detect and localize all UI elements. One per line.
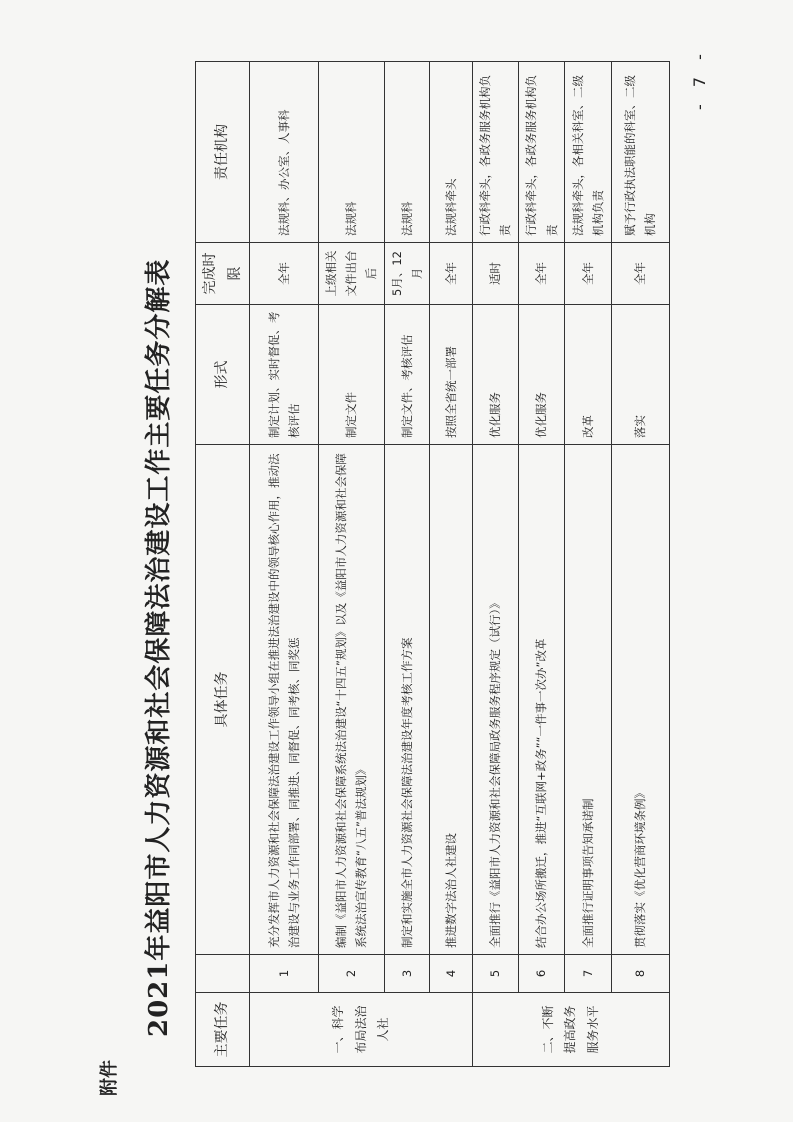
form-cell: 制定计划、实时督促、考核评估 — [250, 305, 318, 445]
row-number: 1 — [250, 955, 318, 993]
table-row — [430, 62, 472, 1067]
task-table — [195, 61, 670, 1067]
row-number: 2 — [318, 955, 384, 993]
owner-cell: 法规科 — [318, 62, 384, 243]
attachment-label: 附件 — [99, 1060, 120, 1096]
owner-cell: 法规科牵头 — [430, 62, 472, 243]
task-cell: 制定和实施全市人力资源社会保障法治建设年度考核工作方案 — [384, 445, 430, 955]
header-owner: 责任机构 — [196, 62, 250, 243]
task-cell: 编制《益阳市人力资源和社会保障系统法治建设“十四五”规划》以及《益阳市人力资源和社会保障系统法治宣传教育“八五”普法规划》 — [318, 445, 384, 955]
form-cell: 制定文件、考核评估 — [384, 305, 430, 445]
table-row — [518, 62, 564, 1067]
deadline-cell: 上级相关文件出台后 — [318, 243, 384, 305]
form-cell: 优化服务 — [518, 305, 564, 445]
owner-cell: 法规科、办公室、人事科 — [250, 62, 318, 243]
deadline-cell: 全年 — [565, 243, 611, 305]
owner-cell: 法规科牵头，各相关科室、二级机构负责 — [565, 62, 611, 243]
deadline-cell: 全年 — [430, 243, 472, 305]
table-header-row — [196, 62, 250, 1067]
task-cell: 结合办公场所搬迁，推进“互联网+政务”“一件事一次办”改革 — [518, 445, 564, 955]
form-cell: 改革 — [565, 305, 611, 445]
task-cell: 全面推行《益阳市人力资源和社会保障局政务服务程序规定（试行）》 — [472, 445, 518, 955]
table-row — [565, 62, 611, 1067]
owner-cell: 行政科牵头，各政务服务机构负责 — [518, 62, 564, 243]
form-cell: 优化服务 — [472, 305, 518, 445]
row-number: 8 — [611, 955, 669, 993]
category-cell: 二、不断提高政务服务水平 — [472, 993, 669, 1067]
table-row — [384, 62, 430, 1067]
table-row — [250, 62, 318, 1067]
task-cell: 贯彻落实《优化营商环境条例》 — [611, 445, 669, 955]
form-cell: 按照全省统一部署 — [430, 305, 472, 445]
row-number: 6 — [518, 955, 564, 993]
deadline-cell: 5月、12月 — [384, 243, 430, 305]
deadline-cell: 全年 — [518, 243, 564, 305]
owner-cell: 法规科 — [384, 62, 430, 243]
header-specific-task: 具体任务 — [196, 445, 250, 955]
deadline-cell: 全年 — [611, 243, 669, 305]
document-title: 2021年益阳市人力资源和社会保障法治建设工作主要任务分解表 — [144, 258, 174, 1037]
header-deadline: 完成时限 — [196, 243, 250, 305]
deadline-cell: 适时 — [472, 243, 518, 305]
task-cell: 充分发挥市人力资源和社会保障法治建设工作领导小组在推进法治建设中的领导核心作用，推动法治建设与业务工作同部署、同推进、同督促、同考核、同奖惩 — [250, 445, 318, 955]
owner-cell: 行政科牵头，各政务服务机构负责 — [472, 62, 518, 243]
owner-cell: 赋予行政执法职能的科室、二级机构 — [611, 62, 669, 243]
table-row — [318, 62, 384, 1067]
header-main-task: 主要任务 — [196, 993, 250, 1067]
form-cell: 落实 — [611, 305, 669, 445]
row-number: 7 — [565, 955, 611, 993]
task-cell: 推进数字法治人社建设 — [430, 445, 472, 955]
table-row — [472, 62, 518, 1067]
category-cell: 一、科学布局法治人社 — [250, 993, 472, 1067]
row-number: 4 — [430, 955, 472, 993]
form-cell: 制定文件 — [318, 305, 384, 445]
row-number: 3 — [384, 955, 430, 993]
table-row — [611, 62, 669, 1067]
page-number: - 7 - — [690, 48, 709, 110]
header-number — [196, 955, 250, 993]
header-form: 形式 — [196, 305, 250, 445]
row-number: 5 — [472, 955, 518, 993]
deadline-cell: 全年 — [250, 243, 318, 305]
task-cell: 全面推行证明事项告知承诺制 — [565, 445, 611, 955]
